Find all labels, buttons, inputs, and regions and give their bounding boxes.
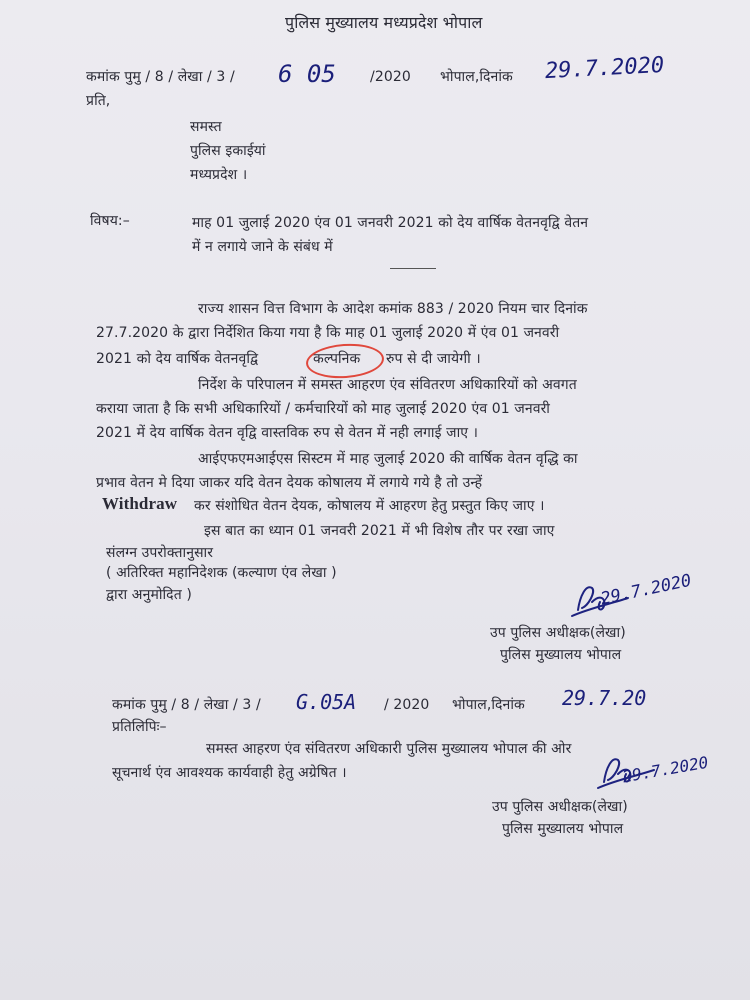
signatory-designation: उप पुलिस अधीक्षक(लेखा) xyxy=(492,799,628,815)
recipient-line: पुलिस इकाईयां xyxy=(190,143,266,159)
body-line: कर संशोधित वेतन देयक, कोषालय में आहरण हेतु प्रस्तुत किए जाए । xyxy=(194,498,545,514)
ref2-number-handwritten: G.05A xyxy=(296,690,357,714)
body-line: 2021 में देय वार्षिक वेतन वृद्वि वास्तविक रुप से वेतन में नही लगाई जाए । xyxy=(96,425,479,441)
subject-divider xyxy=(390,268,436,269)
ref2-date-handwritten: 29.7.20 xyxy=(562,686,647,710)
ref-number-handwritten: 6 05 xyxy=(278,60,336,88)
ref-date-handwritten: 29.7.2020 xyxy=(544,52,665,85)
recipient-line: मध्यप्रदेश । xyxy=(190,167,248,183)
ref2-prefix: कमांक पुमु / 8 / लेखा / 3 / xyxy=(112,697,261,713)
copy-line: सूचनार्थ एंव आवश्यक कार्यवाही हेतु अग्रेषित । xyxy=(112,765,347,781)
signature-date: 29.7.2020 xyxy=(598,570,694,610)
ref-place-date-label: भोपाल,दिनांक xyxy=(440,69,513,85)
ref-prefix: कमांक पुमु / 8 / लेखा / 3 / xyxy=(86,69,235,85)
subject-line-1: माह 01 जुलाई 2020 एंव 01 जनवरी 2021 को देय वार्षिक वेतनवृद्वि वेतन xyxy=(192,215,589,231)
copy-line: समस्त आहरण एंव संवितरण अधिकारी पुलिस मुख्यालय भोपाल की ओर xyxy=(206,741,572,757)
body-line: प्रभाव वेतन मे दिया जाकर यदि वेतन देयक कोषालय में लगाये गये है तो उन्हें xyxy=(96,475,483,491)
signature-date: 29.7.2020 xyxy=(621,752,710,787)
ref2-place-date-label: भोपाल,दिनांक xyxy=(452,697,525,713)
red-circle-mark xyxy=(305,341,385,380)
ref2-year: / 2020 xyxy=(384,697,430,713)
body-line: निर्देश के परिपालन में समस्त आहरण एंव संवितरण अधिकारियों को अवगत xyxy=(198,377,577,393)
recipient-line: समस्त xyxy=(190,119,222,135)
body-highlighted-word: कल्पनिक xyxy=(313,351,361,367)
body-line: आईएफएमआईएस सिस्टम में माह जुलाई 2020 की वार्षिक वेतन वृद्धि का xyxy=(198,451,578,467)
body-english-word: Withdraw xyxy=(102,494,178,513)
body-line: रुप से दी जायेगी । xyxy=(386,351,481,367)
signatory-office: पुलिस मुख्यालय भोपाल xyxy=(500,647,622,663)
subject-line-2: में न लगाये जाने के संबंध में xyxy=(192,239,333,255)
body-line: 27.7.2020 के द्वारा निर्देशित किया गया है कि माह 01 जुलाई 2020 में एंव 01 जनवरी xyxy=(96,325,560,341)
body-line: राज्य शासन वित्त विभाग के आदेश कमांक 883 / 2020 नियम चार दिनांक xyxy=(198,301,588,317)
ref-year: /2020 xyxy=(370,69,411,85)
body-line: 2021 को देय वार्षिक वेतनवृद्वि xyxy=(96,351,259,367)
copy-label: प्रतिलिपिः– xyxy=(112,719,167,735)
body-line: कराया जाता है कि सभी अधिकारियों / कर्मचारियों को माह जुलाई 2020 एंव 01 जनवरी xyxy=(96,401,551,417)
page-title: पुलिस मुख्यालय मध्यप्रदेश भोपाल xyxy=(285,13,483,32)
prati-label: प्रति, xyxy=(86,93,111,109)
body-line: इस बात का ध्यान 01 जनवरी 2021 में भी विशेष तौर पर रखा जाए xyxy=(204,523,555,539)
enclosure-line: ( अतिरिक्त महानिदेशक (कल्याण एंव लेखा ) xyxy=(106,565,337,581)
subject-label: विषय:– xyxy=(90,213,130,229)
enclosure-line: संलग्न उपरोक्तानुसार xyxy=(106,545,214,561)
signatory-designation: उप पुलिस अधीक्षक(लेखा) xyxy=(490,625,626,641)
enclosure-line: द्वारा अनुमोदित ) xyxy=(106,587,192,603)
signatory-office: पुलिस मुख्यालय भोपाल xyxy=(502,821,624,837)
